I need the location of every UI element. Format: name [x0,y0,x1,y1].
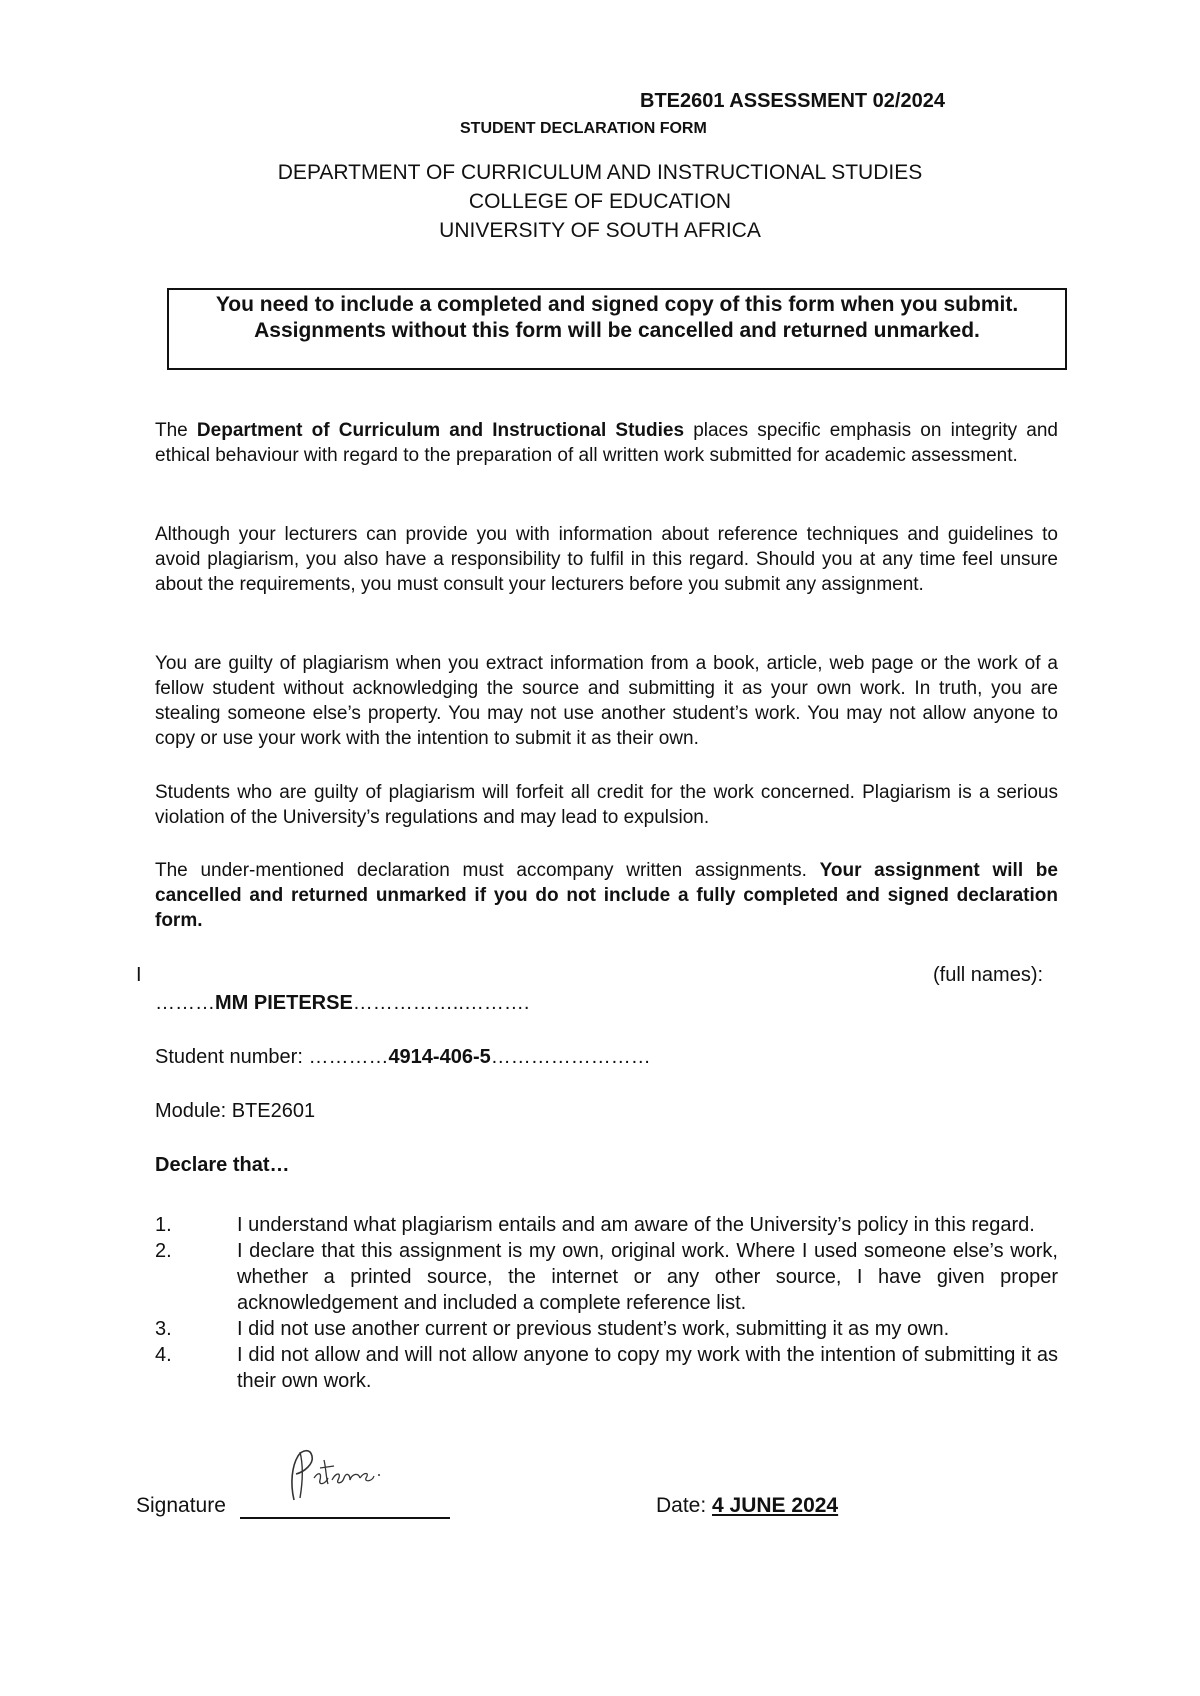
sn-dots-before: ………… [308,1046,389,1068]
p1-prefix: The [155,420,197,441]
declaration-requirement-paragraph [155,858,1058,933]
name-dots-before: ……… [155,992,215,1014]
full-name-value: MM PIETERSE [215,992,353,1014]
list-item-number: 4. [155,1344,172,1366]
list-item [155,1238,1058,1316]
responsibility-paragraph [155,522,1058,597]
full-names-label: (full names): [933,964,1044,986]
signature-line[interactable] [240,1517,450,1519]
p4-text: Students who are guilty of plagiarism will forfeit all credit for the work concerned. Plagiarism is a serious violation of the University’s regulations and may lead to expulsion. [155,782,1058,828]
integrity-paragraph [155,418,1058,468]
sn-dots-after: …………………… [490,1046,651,1068]
form-title: STUDENT DECLARATION FORM [460,120,707,137]
student-number-value: 4914-406-5 [388,1046,491,1068]
student-number-label: Student number: [155,1046,309,1068]
list-item-number: 3. [155,1318,172,1340]
student-number-field[interactable] [155,1046,651,1069]
plagiarism-definition-paragraph [155,651,1058,751]
handwritten-signature [280,1438,400,1508]
p5-bold-warning: Your assignment will be cancelled and returned unmarked if you do not include a fully completed and signed declaration form. [155,860,1058,931]
declarant-i-label: I [136,964,142,986]
assessment-code: BTE2601 ASSESSMENT 02/2024 [640,90,945,112]
university-name: UNIVERSITY OF SOUTH AFRICA [439,219,761,242]
department-name: DEPARTMENT OF CURRICULUM AND INSTRUCTIONAL STUDIES [277,161,923,184]
module-line: Module: BTE2601 [155,1100,316,1122]
date-value: 4 JUNE 2024 [712,1494,839,1517]
p1-department-bold: Department of Curriculum and Instructional Studies [196,420,685,441]
list-item [155,1342,1058,1394]
p5-normal: The under-mentioned declaration must accompany written assignments. [155,860,820,881]
date-field[interactable] [656,1494,838,1518]
submission-notice-box: You need to include a completed and signed copy of this form when you submit. Assignments without this form will be cancelled and returned unmarked. [167,288,1067,370]
list-item [155,1316,1058,1342]
p2-text: Although your lecturers can provide you with information about reference techniques and guidelines to avoid plagiarism, you also have a responsibility to fulfil in this regard. Should you at any time feel unsure about the requirements, you must consult your lecturers before you submit any assignment. [155,524,1058,595]
list-item-number: 1. [155,1214,172,1236]
p1-rest: places specific emphasis on integrity and ethical behaviour with regard to the preparation of all written work submitted for academic assessment. [155,420,1058,466]
college-name: COLLEGE OF EDUCATION [468,190,732,213]
declaration-list [155,1212,1058,1394]
p3-text: You are guilty of plagiarism when you extract information from a book, article, web page or the work of a fellow student without acknowledging the source and submitting it as your own work. In truth, you are stealing someone else’s property. You may not use another student’s work. You may not allow anyone to copy or use your work with the intention to submit it as their own. [155,653,1058,749]
penalty-paragraph [155,780,1058,830]
list-item-text: I understand what plagiarism entails and am aware of the University’s policy in this regard. [237,1214,1035,1236]
signature-label: Signature [136,1494,226,1517]
full-name-field[interactable] [155,992,529,1015]
list-item-text: I declare that this assignment is my own, original work. Where I used someone else’s work, whether a printed source, the internet or any other source, I have given proper acknowledgement and included a complete reference list. [237,1240,1058,1314]
list-item [155,1212,1058,1238]
date-label: Date: [656,1494,713,1517]
list-item-text: I did not allow and will not allow anyone to copy my work with the intention of submitting it as their own work. [237,1344,1058,1392]
list-item-text: I did not use another current or previous student’s work, submitting it as my own. [237,1318,950,1340]
list-item-number: 2. [155,1240,172,1262]
declare-heading: Declare that… [155,1154,290,1176]
institution-block [140,158,1060,245]
name-dots-after: ……………..………. [352,992,530,1014]
